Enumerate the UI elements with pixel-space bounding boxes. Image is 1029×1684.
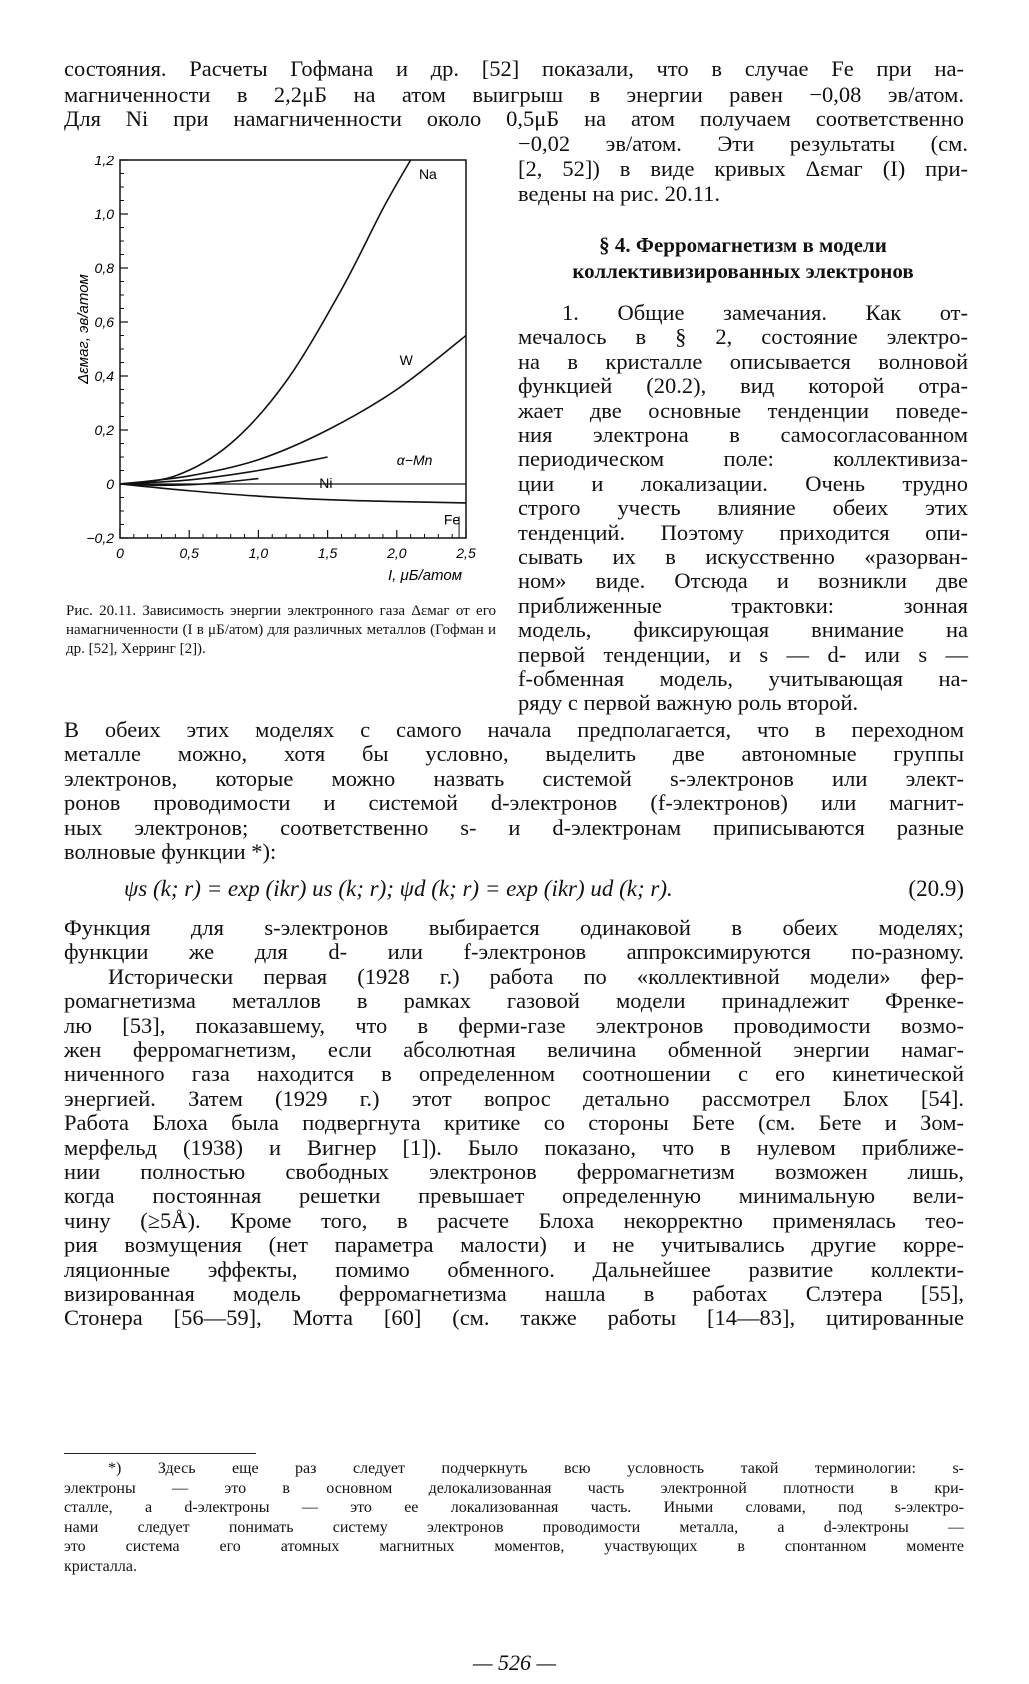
text-line: Функция для s-электронов выбирается одинаковой в обеих моделях; bbox=[64, 915, 964, 940]
text-line: функции же для d- или f-электронов аппроксимируются по-разному. bbox=[64, 939, 964, 965]
text-line: ляционные эффекты, помимо обменного. Дальнейшее развитие коллекти- bbox=[64, 1256, 964, 1282]
series-label: Na bbox=[418, 165, 437, 182]
text-line: ном» виде. Отсюда и возникли две bbox=[518, 568, 968, 594]
text-line: Работа Блоха была подвергнута критике со стороны Бете (см. Бете и Зом- bbox=[64, 1110, 964, 1136]
series-label: Ni bbox=[319, 475, 333, 492]
footnote-line: сталле, а d-электроны — это ее локализованная часть. Иными словами, под s-электро- bbox=[64, 1499, 964, 1516]
x-axis-label: I, μБ/атом bbox=[388, 567, 462, 584]
text-line: Стонера [56—59], Мотта [60] (см. также работы [14—83], цитированные bbox=[64, 1305, 964, 1331]
text-line: −0,02 эв/атом. Эти результаты (см. bbox=[518, 131, 968, 156]
y-tick-label: 0,4 bbox=[94, 368, 114, 384]
text-line: ниченного газа находится в определенном соотношении с его кинетической bbox=[64, 1061, 964, 1087]
series-line-mn bbox=[120, 457, 328, 484]
footnote-line: электроны — это в основном делокализованная часть электронной плотности в кри- bbox=[64, 1479, 964, 1497]
section-heading: § 4. Ферромагнетизм в модели bbox=[599, 233, 887, 257]
equation-number: (20.9) bbox=[908, 876, 964, 901]
y-tick-label: 0,2 bbox=[94, 422, 114, 438]
text-line: чину (≥5Å). Кроме того, в расчете Блоха некорректно применялась тео- bbox=[64, 1207, 964, 1233]
figure-chart bbox=[66, 156, 486, 596]
footnote-line: *) Здесь еще раз следует подчеркнуть всю условность такой терминологии: s- bbox=[108, 1460, 964, 1477]
series-label: W bbox=[399, 352, 413, 369]
y-axis-label: Δεмаг, эв/атом bbox=[75, 274, 92, 384]
x-tick-label: 2,5 bbox=[456, 545, 476, 561]
text-line: лю [53], показавшему, что в ферми-газе электронов проводимости возмо- bbox=[64, 1012, 964, 1038]
text-line: электронов, которые можно назвать системой s-электронов или элект- bbox=[64, 765, 964, 791]
text-line: ции и локализации. Очень трудно bbox=[518, 470, 968, 496]
series-label: Fe bbox=[443, 511, 461, 528]
x-tick-label: 1,0 bbox=[248, 545, 269, 561]
equation-expression: ψs (k; r) = exp (ikr) us (k; r); ψd (k; r) = exp (ikr) ud (k; r). bbox=[124, 876, 673, 901]
text-line: нии полностью свободных электронов ферромагнетизм возможен лишь, bbox=[64, 1159, 964, 1184]
text-line: на в кристалле описывается волновой bbox=[518, 348, 968, 374]
footnote-rule bbox=[64, 1453, 256, 1454]
figure-caption: Рис. 20.11. Зависимость энергии электронного газа Δεмаг от его намагниченности (I в μБ/атом) для различных металлов (Гофман и др. [52], Херринг [2]). bbox=[66, 603, 496, 657]
text-line: сывать их в искусственно «разорван- bbox=[518, 544, 968, 569]
text-line: модель, фиксирующая внимание на bbox=[518, 617, 968, 643]
text-line: мечалось в § 2, состояние электро- bbox=[518, 324, 968, 350]
text-line: энергией. Затем (1929 г.) этот вопрос детально рассмотрел Блох [54]. bbox=[64, 1085, 964, 1111]
section-heading: коллективизированных электронов bbox=[572, 259, 914, 283]
text-line: f-обменная модель, учитывающая на- bbox=[518, 666, 968, 691]
y-tick-label: 0,8 bbox=[94, 260, 114, 276]
text-line: жен ферромагнетизм, если абсолютная величина обменной энергии намаг- bbox=[64, 1037, 964, 1062]
text-line: ронов проводимости и системой d-электронов (f-электронов) или магнит- bbox=[64, 790, 964, 816]
text-line: [2, 52]) в виде кривых Δεмаг (I) при- bbox=[518, 156, 968, 181]
y-tick-label: 1,0 bbox=[94, 206, 114, 222]
text-line: функцией (20.2), вид которой отра- bbox=[518, 373, 968, 399]
text-line: когда постоянная решетки превышает определенную минимальную вели- bbox=[64, 1183, 964, 1209]
y-tick-label: 0 bbox=[106, 476, 114, 492]
text-line: ных электронов; соответственно s- и d-электронам приписываются разные bbox=[64, 814, 964, 840]
series-label: α−Mn bbox=[396, 452, 433, 469]
footnote-line: это система его атомных магнитных моментов, участвующих в спонтанном моменте bbox=[64, 1538, 964, 1555]
y-tick-label: 0,6 bbox=[94, 314, 114, 330]
text-line: 1. Общие замечания. Как от- bbox=[562, 300, 968, 325]
text-line: визированная модель ферромагнетизма нашла в работах Слэтера [55], bbox=[64, 1281, 964, 1306]
text-line: жает две основные тенденции поведе- bbox=[518, 397, 968, 423]
text-line: периодическом поле: коллективиза- bbox=[518, 446, 968, 472]
x-tick-label: 1,5 bbox=[317, 545, 338, 561]
text-line: строго учесть влияние обеих этих bbox=[518, 495, 968, 521]
text-line: металле можно, хотя бы условно, выделить две автономные группы bbox=[64, 741, 964, 767]
text-line: ряду с первой важную роль второй. bbox=[518, 690, 859, 716]
text-line: приближенные трактовки: зонная bbox=[518, 592, 968, 618]
text-line: Исторически первая (1928 г.) работа по «коллективной модели» фер- bbox=[108, 963, 964, 989]
x-tick-label: 0 bbox=[116, 545, 124, 561]
text-line: ния электрона в самосогласованном bbox=[518, 422, 968, 447]
text-line: ведены на рис. 20.11. bbox=[518, 181, 720, 206]
series-line-fe bbox=[120, 484, 466, 503]
y-tick-label: 1,2 bbox=[94, 156, 114, 168]
text-line: волновые функции *): bbox=[64, 839, 277, 864]
text-line: магниченности в 2,2μБ на атом выигрыш в энергии равен −0,08 эв/атом. bbox=[64, 82, 964, 107]
text-line: первой тенденции, и s — d- или s — bbox=[518, 641, 968, 667]
text-line: Для Ni при намагниченности около 0,5μБ на атом получаем соответственно bbox=[64, 106, 964, 131]
footnote-line: нами следует понимать систему электронов проводимости металла, а d-электроны — bbox=[64, 1518, 964, 1536]
x-tick-label: 2,0 bbox=[387, 545, 407, 561]
text-line: рия возмущения (нет параметра малости) и не учитывались другие корре- bbox=[64, 1232, 964, 1258]
text-line: тенденций. Поэтому приходится опи- bbox=[518, 519, 968, 545]
page-number: — 526 — bbox=[472, 1650, 557, 1675]
text-line: ромагнетизма металлов в рамках газовой модели принадлежит Френке- bbox=[64, 988, 964, 1014]
text-line: состояния. Расчеты Гофмана и др. [52] показали, что в случае Fe при на- bbox=[64, 56, 964, 81]
y-tick-label: −0,2 bbox=[86, 530, 114, 546]
series-line-na bbox=[120, 160, 411, 484]
text-line: мерфельд (1938) и Вигнер [1]). Было показано, что в нулевом приближе- bbox=[64, 1134, 964, 1160]
footnote-line: кристалла. bbox=[64, 1557, 137, 1575]
x-tick-label: 0,5 bbox=[179, 545, 199, 561]
text-line: В обеих этих моделях с самого начала предполагается, что в переходном bbox=[64, 717, 964, 742]
